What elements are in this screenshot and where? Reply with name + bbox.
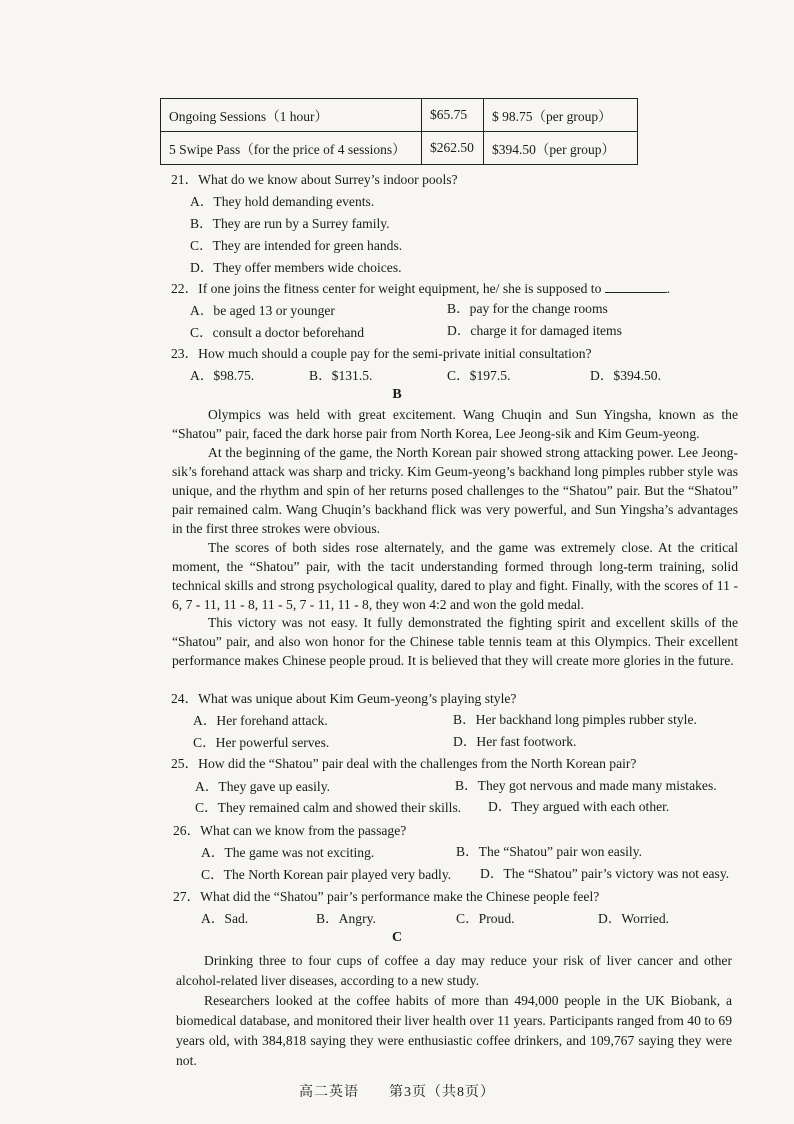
q22-option-c: C．consult a doctor beforehand [190,325,365,340]
q27-option-c: C．Proud. [456,911,515,926]
table-cell-group: $ 98.75（per group） [484,99,638,132]
q22-option-d: D．charge it for damaged items [447,323,622,338]
table-cell-name: Ongoing Sessions（1 hour） [161,99,422,132]
table-cell-individual: $65.75 [422,99,484,132]
q27-option-b: B．Angry. [316,911,376,926]
q25-option-d: D．They argued with each other. [488,799,670,814]
passage-b-paragraph-2: At the beginning of the game, the North Korean pair showed strong attacking power. Lee Jeong-sik’s forehand attack was sharp and tricky. Kim Geum-yeong’s backhand long pimples rubber style was unique, and the rhythm and spin of her returns posed challenges to the “Shatou” pair. But the “Shatou” pair remained calm. Wang Chuqin’s backhand flick was very powerful, and Sun Yingsha’s advantages in the first three strokes were obvious. [172,445,738,536]
question-24: 24．What was unique about Kim Geum-yeong’s playing style? [171,691,517,706]
q24-option-b: B．Her backhand long pimples rubber style. [453,712,697,727]
q23-option-c: C．$197.5. [447,368,511,383]
passage-b-paragraph-4: This victory was not easy. It fully demonstrated the fighting spirit and excellent skills of the “Shatou” pair, and also won honor for the Chinese table tennis team at this Olympics. Their excellent performance makes Chinese people proud. It is believed that they will create more glories in the future. [172,615,738,668]
q21-option-c: C．They are intended for green hands. [190,238,403,253]
page-footer: 高二英语 第3页（共8页） [299,1085,495,1100]
passage-b-paragraph-1: Olympics was held with great excitement. Wang Chuqin and Sun Yingsha, known as the “Shatou” pair, faced the dark horse pair from North Korea, Lee Jeong-sik and Kim Geum-yeong. [172,407,738,441]
q21-option-d: D．They offer members wide choices. [190,260,402,275]
q23-option-b: B．$131.5. [309,368,373,383]
question-23: 23．How much should a couple pay for the semi-private initial consultation? [171,346,592,361]
table-cell-name: 5 Swipe Pass（for the price of 4 sessions） [161,132,422,165]
table-cell-group: $394.50（per group） [484,132,638,165]
passage-b-paragraph-3: The scores of both sides rose alternately, and the game was extremely close. At the critical moment, the “Shatou” pair, with the tacit understanding formed through long-term training, solid technical skills and strong psychological quality, dared to play and fight. Finally, with the scores of 11 - 6, 7 - 11, 11 - 8, 11 - 5, 7 - 11, 11 - 8, they won 4:2 and won the gold medal. [172,540,738,612]
q23-option-a: A．$98.75. [190,368,255,383]
q25-option-a: A．They gave up easily. [195,779,331,794]
q26-option-a: A．The game was not exciting. [201,845,375,860]
q23-option-d: D．$394.50. [590,368,661,383]
question-27: 27．What did the “Shatou” pair’s performance make the Chinese people feel? [173,889,600,904]
q21-option-b: B．They are run by a Surrey family. [190,216,390,231]
q25-option-b: B．They got nervous and made many mistakes. [455,778,717,793]
table-row [161,132,638,165]
question-21: 21．What do we know about Surrey’s indoor pools? [171,172,458,187]
q27-option-a: A．Sad. [201,911,249,926]
question-26: 26．What can we know from the passage? [173,823,407,838]
q21-option-a: A．They hold demanding events. [190,194,375,209]
answer-blank [605,280,667,293]
passage-c-paragraph-1: Drinking three to four cups of coffee a day may reduce your risk of liver cancer and other alcohol-related liver diseases, according to a new study. [176,953,732,988]
q22-option-a: A．be aged 13 or younger [190,303,335,318]
section-c-heading: C [391,930,403,945]
question-22 [171,280,670,298]
price-table [160,98,638,165]
q24-option-a: A．Her forehand attack. [193,713,328,728]
q22-stem: 22．If one joins the fitness center for weight equipment, he/ she is supposed to [171,281,602,296]
q25-option-c: C．They remained calm and showed their skills. [195,800,462,815]
table-cell-individual: $262.50 [422,132,484,165]
passage-c-paragraph-2: Researchers looked at the coffee habits of more than 494,000 people in the UK Biobank, a biomedical database, and monitored their liver health over 11 years. Participants ranged from 40 to 69 years old, with 384,818 saying they were enthusiastic coffee drinkers, and 109,767 saying they were not. [176,993,732,1068]
q26-option-c: C．The North Korean pair played very badly. [201,867,452,882]
q24-option-c: C．Her powerful serves. [193,735,330,750]
table-row [161,99,638,132]
q27-option-d: D．Worried. [598,911,670,926]
q26-option-d: D．The “Shatou” pair’s victory was not easy. [480,866,730,881]
q24-option-d: D．Her fast footwork. [453,734,577,749]
q22-option-b: B．pay for the change rooms [447,301,608,316]
question-25: 25．How did the “Shatou” pair deal with the challenges from the North Korean pair? [171,756,637,771]
section-b-heading: B [392,387,402,402]
q22-stem-end: . [666,281,671,296]
q26-option-b: B．The “Shatou” pair won easily. [456,844,642,859]
